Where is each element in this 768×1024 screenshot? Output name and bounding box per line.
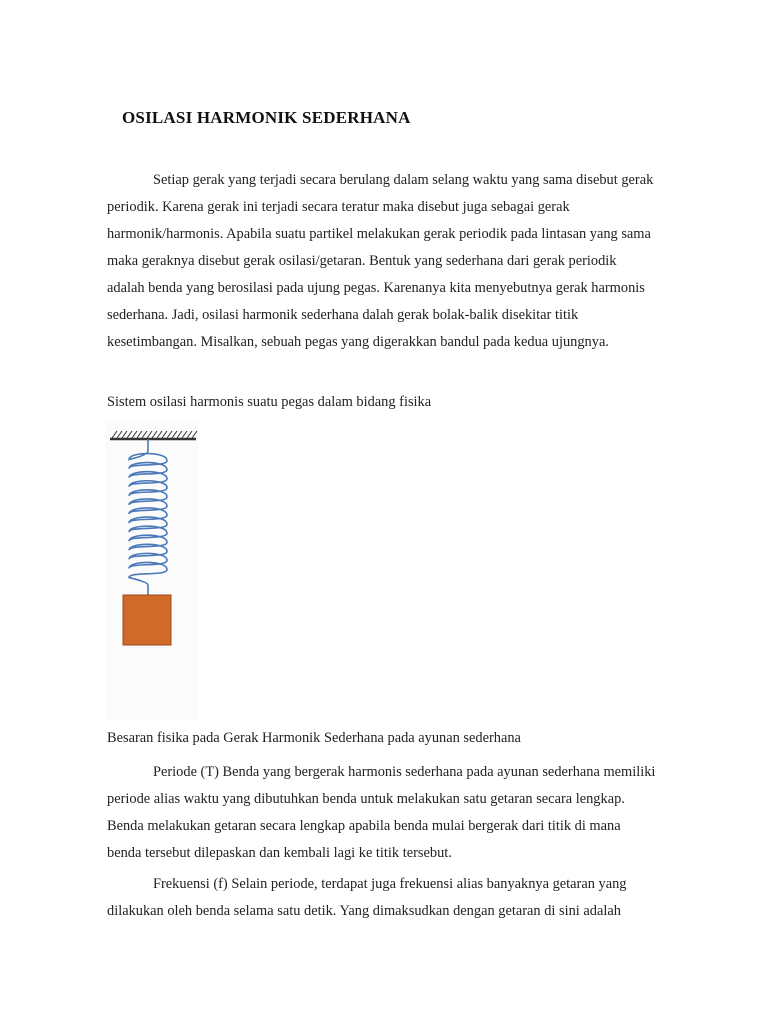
section-heading: Besaran fisika pada Gerak Harmonik Sederhana pada ayunan sederhana xyxy=(107,730,521,746)
paragraph-line: maka geraknya disebut gerak osilasi/getaran. Bentuk yang sederhana dari gerak periodik xyxy=(107,253,617,269)
spring-mass-figure xyxy=(106,421,198,719)
paragraph-line: sederhana. Jadi, osilasi harmonik sederhana dalah gerak bolak-balik disekitar titik xyxy=(107,307,579,323)
paragraph-line: harmonik/harmonis. Apabila suatu partikel melakukan gerak periodik pada lintasan yang sama xyxy=(107,226,651,242)
page-title: OSILASI HARMONIK SEDERHANA xyxy=(122,108,411,127)
mass-block xyxy=(123,595,171,645)
ceiling-support xyxy=(110,431,197,439)
figure-caption: Sistem osilasi harmonis suatu pegas dalam bidang fisika xyxy=(107,394,432,410)
paragraph-line: Periode (T) Benda yang bergerak harmonis sederhana pada ayunan sederhana memiliki xyxy=(153,764,656,780)
paragraph-line: Frekuensi (f) Selain periode, terdapat juga frekuensi alias banyaknya getaran yang xyxy=(153,876,627,892)
paragraph-line: Benda melakukan getaran secara lengkap apabila benda mulai bergerak dari titik di mana xyxy=(107,818,621,834)
paragraph-line: benda tersebut dilepaskan dan kembali lagi ke titik tersebut. xyxy=(107,845,452,861)
paragraph-line: kesetimbangan. Misalkan, sebuah pegas yang digerakkan bandul pada kedua ujungnya. xyxy=(107,334,609,350)
period-paragraph xyxy=(107,759,677,867)
frequency-paragraph xyxy=(107,871,677,925)
intro-paragraph xyxy=(107,167,677,356)
paragraph-line: periodik. Karena gerak ini terjadi secara teratur maka disebut juga sebagai gerak xyxy=(107,199,570,215)
paragraph-line: periode alias waktu yang dibutuhkan benda untuk melakukan satu getaran secara lengkap. xyxy=(107,791,625,807)
paragraph-line: adalah benda yang berosilasi pada ujung pegas. Karenanya kita menyebutnya gerak harmonis xyxy=(107,280,645,296)
paragraph-line: Setiap gerak yang terjadi secara berulang dalam selang waktu yang sama disebut gerak xyxy=(153,172,654,188)
paragraph-line: dilakukan oleh benda selama satu detik. Yang dimaksudkan dengan getaran di sini adalah xyxy=(107,903,621,919)
spring xyxy=(129,439,167,595)
